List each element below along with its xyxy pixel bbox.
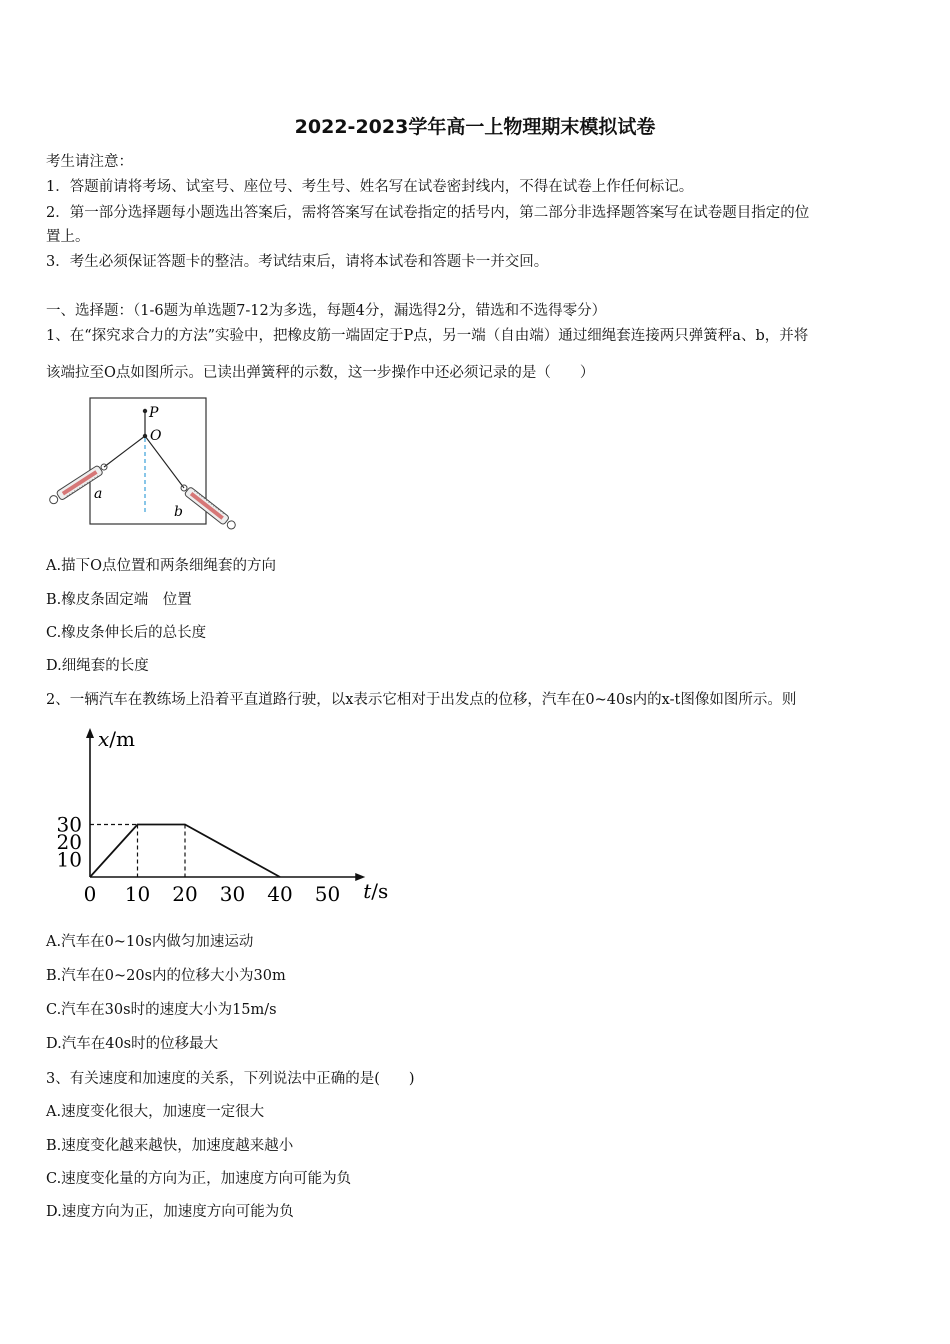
label-a: a (94, 486, 103, 502)
q3-stem: 3、有关速度和加速度的关系，下列说法中正确的是( ) (46, 1071, 415, 1087)
string-b (145, 436, 184, 488)
q2-option-b: B.汽车在0~20s内的位移大小为30m (46, 968, 286, 984)
q1-option-d: D.细绳套的长度 (46, 658, 149, 674)
label-p: P (149, 405, 159, 421)
q1-option-a: A.描下O点位置和两条细绳套的方向 (46, 558, 276, 574)
y-axis-arrow (86, 728, 94, 738)
x-tick-label: 10 (124, 882, 151, 906)
x-tick-label: 40 (267, 882, 293, 906)
q2-option-c: C.汽车在30s时的速度大小为15m/s (46, 1002, 277, 1018)
x-tick-label: 50 (314, 882, 341, 906)
q1-option-c: C.橡皮条伸长后的总长度 (46, 625, 207, 641)
notice-heading: 考生请注意： (46, 154, 133, 170)
xt-chart (50, 722, 400, 914)
x-tick-label: 30 (219, 882, 246, 906)
y-tick-label: 10 (56, 847, 82, 872)
notice-item-2: 2．第一部分选择题每小题选出答案后，需将答案写在试卷指定的括号内，第二部分非选择题答案写在试卷题目指定的位 (46, 205, 810, 221)
string-a (104, 436, 145, 467)
q1-stem-line2: 该端拉至O点如图所示。已读出弹簧秤的示数，这一步操作中还必须记录的是（ ） (46, 365, 595, 381)
board (90, 398, 206, 524)
q2-option-a: A.汽车在0~10s内做匀加速运动 (46, 934, 254, 950)
y-tick-label: 20 (56, 830, 82, 854)
spring-balance-figure (44, 392, 244, 544)
q2-stem: 2、一辆汽车在教练场上沿着平直道路行驶，以x表示它相对于出发点的位移，汽车在0~40s内的x-t图像如图所示。则 (46, 692, 797, 708)
label-o: O (150, 428, 162, 444)
notice-item-3: 3．考生必须保证答题卡的整洁。考试结束后，请将本试卷和答题卡一并交回。 (46, 254, 549, 270)
x-axis-label: t/s (363, 879, 389, 903)
page-title: 2022-2023学年高一上物理期末模拟试卷 (294, 116, 656, 138)
q3-option-c: C.速度变化量的方向为正，加速度方向可能为负 (46, 1171, 352, 1187)
notice-item-2-cont: 置上。 (46, 229, 90, 245)
y-tick-label: 30 (56, 812, 82, 837)
q3-option-a: A.速度变化很大，加速度一定很大 (46, 1104, 265, 1120)
q1-stem-line1: 1、在“探究求合力的方法”实验中，把橡皮筋一端固定于P点，另一端（自由端）通过细绳套连接两只弹簧秤a、b，并将 (46, 328, 809, 344)
x-tick-label: 0 (83, 882, 97, 906)
q1-option-b: B.橡皮条固定端 位置 (46, 592, 192, 608)
x-tick-label: 20 (172, 882, 198, 906)
section-heading: 一、选择题：（1-6题为单选题7-12为多选，每题4分，漏选得2分，错选和不选得零分） (46, 303, 607, 319)
y-axis-label: x/m (98, 727, 135, 751)
q2-option-d: D.汽车在40s时的位移最大 (46, 1036, 219, 1052)
notice-item-1: 1．答题前请将考场、试室号、座位号、考生号、姓名写在试卷密封线内，不得在试卷上作任何标记。 (46, 179, 694, 195)
q3-option-b: B.速度变化越来越快，加速度越来越小 (46, 1138, 294, 1154)
q3-option-d: D.速度方向为正，加速度方向可能为负 (46, 1204, 294, 1220)
label-b: b (174, 504, 183, 520)
